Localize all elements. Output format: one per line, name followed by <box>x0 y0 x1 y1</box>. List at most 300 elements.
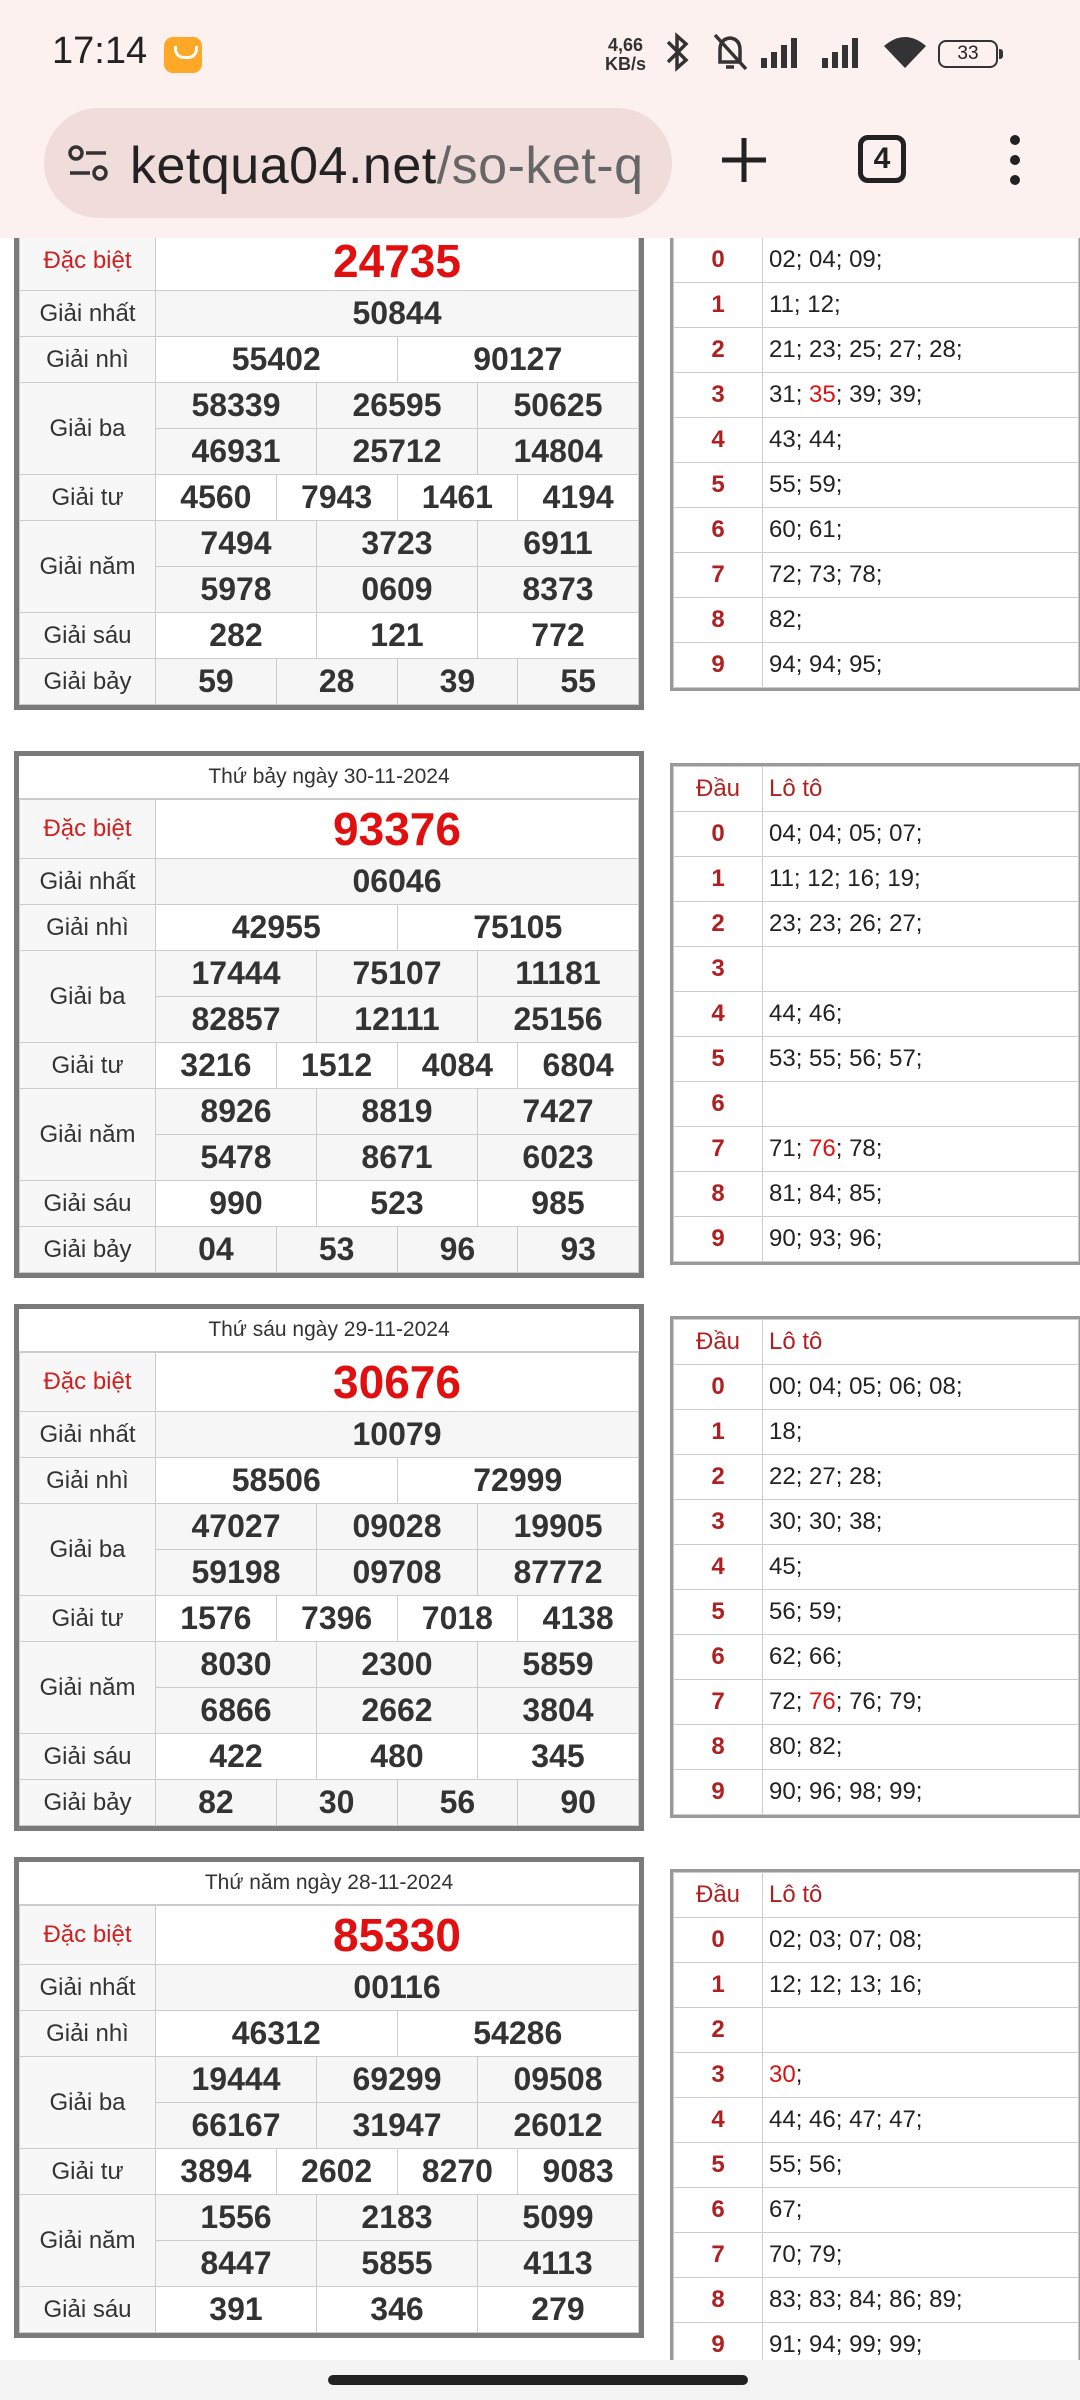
loto-head-digit: 8 <box>674 2278 763 2323</box>
prize-number: 985 <box>478 1181 639 1227</box>
prize-number: 5478 <box>156 1135 317 1181</box>
prize-label: Giải nhì <box>20 905 156 951</box>
result-table <box>14 751 644 1278</box>
prize-number: 46312 <box>156 2011 398 2057</box>
loto-row <box>674 1918 1079 1963</box>
loto-head-digit: 5 <box>674 2143 763 2188</box>
date-header: Thứ sáu ngày 29-11-2024 <box>19 1309 639 1352</box>
prize-number: 3804 <box>478 1688 639 1734</box>
more-menu-icon[interactable] <box>1000 130 1030 190</box>
prize-number: 69299 <box>317 2057 478 2103</box>
loto-text: 82; <box>769 606 803 633</box>
prize-row <box>20 859 639 905</box>
prize-number: 2183 <box>317 2195 478 2241</box>
loto-row <box>674 283 1079 328</box>
loto-row <box>674 812 1079 857</box>
battery-icon: 33 <box>938 40 998 68</box>
loto-row <box>674 238 1079 283</box>
loto-row <box>674 1037 1079 1082</box>
prize-number: 4084 <box>397 1043 518 1089</box>
prize-row <box>20 905 639 951</box>
prize-number: 1512 <box>276 1043 397 1089</box>
dau-header: Đầu <box>674 767 763 812</box>
loto-numbers <box>763 328 1079 373</box>
prize-table <box>19 238 639 705</box>
prize-number: 09028 <box>317 1504 478 1550</box>
prize-number: 28 <box>276 659 397 705</box>
loto-row <box>674 2188 1079 2233</box>
loto-text: 18; <box>769 1418 803 1445</box>
loto-text: 23; 23; 26; 27; <box>769 910 923 937</box>
prize-label: Giải nhì <box>20 2011 156 2057</box>
prize-label: Giải sáu <box>20 2287 156 2333</box>
prize-label: Giải nhất <box>20 1412 156 1458</box>
url-path: /so-ket-q <box>436 137 644 195</box>
prize-label: Giải nhất <box>20 291 156 337</box>
prize-number: 82 <box>156 1780 277 1826</box>
loto-row <box>674 947 1079 992</box>
prize-label: Giải sáu <box>20 613 156 659</box>
loto-text: 30; 30; 38; <box>769 1508 883 1535</box>
loto-numbers <box>763 1590 1079 1635</box>
loto-head-digit: 5 <box>674 463 763 508</box>
loto-numbers <box>763 2008 1079 2053</box>
loto-numbers <box>763 598 1079 643</box>
loto-numbers <box>763 463 1079 508</box>
prize-number: 58339 <box>156 383 317 429</box>
loto-head-digit: 7 <box>674 1680 763 1725</box>
loto-row <box>674 992 1079 1037</box>
prize-row <box>20 2287 639 2333</box>
loto-row <box>674 1127 1079 1172</box>
prize-row <box>20 1642 639 1688</box>
prize-number: 17444 <box>156 951 317 997</box>
prize-number: 53 <box>276 1227 397 1273</box>
prize-number: 72999 <box>397 1458 639 1504</box>
prize-label: Giải năm <box>20 2195 156 2287</box>
prize-label: Giải năm <box>20 1642 156 1734</box>
loto-text: ; 78; <box>835 1135 883 1162</box>
page-content[interactable] <box>0 238 1080 2360</box>
result-table <box>14 1304 644 1831</box>
prize-row <box>20 1353 639 1412</box>
loto-head-digit: 1 <box>674 1410 763 1455</box>
prize-number: 06046 <box>156 859 639 905</box>
loto-row <box>674 418 1079 463</box>
prize-row <box>20 2057 639 2103</box>
loto-text: 94; 94; 95; <box>769 651 883 678</box>
prize-number: 3216 <box>156 1043 277 1089</box>
loto-text: 67; <box>769 2196 803 2223</box>
loto-head-digit: 3 <box>674 373 763 418</box>
special-prize-number: 85330 <box>156 1906 639 1965</box>
loto-header: Lô tô <box>763 767 1079 812</box>
prize-number: 523 <box>317 1181 478 1227</box>
mute-icon <box>710 30 750 74</box>
prize-row <box>20 2195 639 2241</box>
prize-number: 6804 <box>518 1043 639 1089</box>
prize-number: 11181 <box>478 951 639 997</box>
prize-number: 25712 <box>317 429 478 475</box>
loto-header-row <box>674 1873 1079 1918</box>
loto-text: 56; 59; <box>769 1598 843 1625</box>
prize-number: 8030 <box>156 1642 317 1688</box>
navigation-bar <box>0 2360 1080 2400</box>
prize-number: 5855 <box>317 2241 478 2287</box>
loto-numbers <box>763 1365 1079 1410</box>
loto-row <box>674 1590 1079 1635</box>
prize-row <box>20 2149 639 2195</box>
signal-icon <box>757 30 809 74</box>
prize-number: 93 <box>518 1227 639 1273</box>
loto-head-digit: 8 <box>674 598 763 643</box>
loto-numbers <box>763 418 1079 463</box>
loto-text: 90; 96; 98; 99; <box>769 1778 923 1805</box>
loto-head-digit: 0 <box>674 1365 763 1410</box>
loto-numbers <box>763 1770 1079 1815</box>
result-table <box>14 238 644 710</box>
prize-number: 7396 <box>276 1596 397 1642</box>
loto-numbers <box>763 283 1079 328</box>
loto-text: 04; 04; 05; 07; <box>769 820 923 847</box>
loto-row <box>674 2053 1079 2098</box>
prize-number: 54286 <box>397 2011 639 2057</box>
prize-number: 47027 <box>156 1504 317 1550</box>
prize-number: 4560 <box>156 475 277 521</box>
loto-row <box>674 2278 1079 2323</box>
loto-row <box>674 902 1079 947</box>
loto-numbers <box>763 1217 1079 1262</box>
loto-numbers <box>763 1500 1079 1545</box>
prize-number: 391 <box>156 2287 317 2333</box>
prize-label: Giải nhất <box>20 1965 156 2011</box>
prize-row <box>20 475 639 521</box>
loto-head-digit: 1 <box>674 283 763 328</box>
prize-row <box>20 1227 639 1273</box>
loto-row <box>674 1635 1079 1680</box>
prize-number: 10079 <box>156 1412 639 1458</box>
bluetooth-icon <box>660 30 694 74</box>
prize-row <box>20 1043 639 1089</box>
prize-number: 4113 <box>478 2241 639 2287</box>
prize-number: 09708 <box>317 1550 478 1596</box>
prize-number: 14804 <box>478 429 639 475</box>
prize-row <box>20 1906 639 1965</box>
prize-number: 8447 <box>156 2241 317 2287</box>
prize-row <box>20 613 639 659</box>
prize-number: 09508 <box>478 2057 639 2103</box>
loto-numbers <box>763 238 1079 283</box>
loto-row <box>674 1725 1079 1770</box>
loto-numbers <box>763 1680 1079 1725</box>
prize-label: Giải tư <box>20 475 156 521</box>
home-indicator[interactable] <box>328 2375 748 2385</box>
loto-text: 83; 83; 84; 86; 89; <box>769 2286 963 2313</box>
loto-row <box>674 857 1079 902</box>
prize-number: 58506 <box>156 1458 398 1504</box>
prize-row <box>20 238 639 291</box>
prize-row <box>20 1412 639 1458</box>
loto-numbers <box>763 373 1079 418</box>
prize-number: 7494 <box>156 521 317 567</box>
signal-icon <box>818 30 870 74</box>
loto-text: 53; 55; 56; 57; <box>769 1045 923 1072</box>
loto-text: ; 76; 79; <box>835 1688 923 1715</box>
prize-number: 1576 <box>156 1596 277 1642</box>
prize-number: 26012 <box>478 2103 639 2149</box>
loto-text: 12; 12; 13; 16; <box>769 1971 923 1998</box>
browser-toolbar <box>0 100 1080 238</box>
prize-number: 3894 <box>156 2149 277 2195</box>
prize-number: 42955 <box>156 905 398 951</box>
prize-row <box>20 951 639 997</box>
prize-number: 7018 <box>397 1596 518 1642</box>
prize-number: 990 <box>156 1181 317 1227</box>
loto-header-row <box>674 1320 1079 1365</box>
prize-number: 4138 <box>518 1596 639 1642</box>
prize-number: 04 <box>156 1227 277 1273</box>
loto-text: 22; 27; 28; <box>769 1463 883 1490</box>
loto-numbers <box>763 902 1079 947</box>
prize-row <box>20 291 639 337</box>
prize-number: 7943 <box>276 475 397 521</box>
loto-head-digit: 6 <box>674 1082 763 1127</box>
prize-label: Giải ba <box>20 2057 156 2149</box>
loto-text: 72; 73; 78; <box>769 561 883 588</box>
loto-head-digit: 9 <box>674 1770 763 1815</box>
prize-label: Giải tư <box>20 1043 156 1089</box>
network-speed-value: 4,66 <box>607 35 644 55</box>
loto-numbers <box>763 1410 1079 1455</box>
prize-number: 346 <box>317 2287 478 2333</box>
loto-head-digit: 3 <box>674 947 763 992</box>
network-speed-unit: KB/s <box>605 54 647 74</box>
prize-number: 19905 <box>478 1504 639 1550</box>
prize-number: 282 <box>156 613 317 659</box>
tab-switcher-button[interactable]: 4 <box>858 135 906 183</box>
prize-number: 2602 <box>276 2149 397 2195</box>
prize-number: 30 <box>276 1780 397 1826</box>
prize-row <box>20 1965 639 2011</box>
url-host: ketqua04.net <box>130 137 437 195</box>
loto-head-digit: 9 <box>674 2323 763 2361</box>
wifi-icon <box>880 30 930 74</box>
loto-text: 55; 56; <box>769 2151 843 2178</box>
loto-row <box>674 1410 1079 1455</box>
prize-number: 6911 <box>478 521 639 567</box>
prize-number: 19444 <box>156 2057 317 2103</box>
network-speed <box>605 36 646 74</box>
highlighted-loto-number: 30 <box>769 2061 796 2088</box>
loto-head-digit: 5 <box>674 1590 763 1635</box>
loto-numbers <box>763 947 1079 992</box>
prize-number: 121 <box>317 613 478 659</box>
prize-label: Đặc biệt <box>20 1906 156 1965</box>
prize-number: 8270 <box>397 2149 518 2195</box>
prize-number: 3723 <box>317 521 478 567</box>
loto-numbers <box>763 1455 1079 1500</box>
prize-number: 55 <box>518 659 639 705</box>
loto-head-digit: 1 <box>674 857 763 902</box>
highlighted-loto-number: 76 <box>809 1135 836 1162</box>
prize-number: 9083 <box>518 2149 639 2195</box>
loto-head-digit: 6 <box>674 508 763 553</box>
prize-number: 90 <box>518 1780 639 1826</box>
loto-numbers <box>763 643 1079 688</box>
loto-head-digit: 9 <box>674 643 763 688</box>
loto-numbers <box>763 1725 1079 1770</box>
loto-head-digit: 9 <box>674 1217 763 1262</box>
loto-row <box>674 2233 1079 2278</box>
prize-label: Đặc biệt <box>20 1353 156 1412</box>
loto-head-digit: 3 <box>674 1500 763 1545</box>
loto-text: 00; 04; 05; 06; 08; <box>769 1373 963 1400</box>
loto-head-digit: 4 <box>674 1545 763 1590</box>
loto-text: 11; 12; 16; 19; <box>769 865 921 892</box>
highlighted-loto-number: 35 <box>809 381 836 408</box>
prize-number: 12111 <box>317 997 478 1043</box>
prize-label: Giải bảy <box>20 659 156 705</box>
loto-numbers <box>763 2233 1079 2278</box>
prize-table <box>19 1352 639 1826</box>
loto-header-row <box>674 767 1079 812</box>
prize-number: 1461 <box>397 475 518 521</box>
loto-row <box>674 1963 1079 2008</box>
prize-number: 6023 <box>478 1135 639 1181</box>
dau-header: Đầu <box>674 1320 763 1365</box>
prize-label: Đặc biệt <box>20 800 156 859</box>
loto-numbers <box>763 992 1079 1037</box>
loto-head-digit: 1 <box>674 1963 763 2008</box>
prize-table <box>19 799 639 1273</box>
loto-text: 80; 82; <box>769 1733 843 1760</box>
loto-row <box>674 1082 1079 1127</box>
loto-row <box>674 1545 1079 1590</box>
loto-text: ; <box>795 2061 803 2088</box>
loto-text: ; 39; 39; <box>835 381 923 408</box>
prize-number: 96 <box>397 1227 518 1273</box>
loto-table <box>670 763 1080 1265</box>
loto-head-digit: 3 <box>674 2053 763 2098</box>
loto-row <box>674 328 1079 373</box>
prize-row <box>20 800 639 859</box>
special-prize-number: 30676 <box>156 1353 639 1412</box>
loto-row <box>674 1172 1079 1217</box>
address-bar[interactable] <box>44 108 672 218</box>
prize-row <box>20 1458 639 1504</box>
prize-number: 8373 <box>478 567 639 613</box>
loto-row <box>674 373 1079 418</box>
loto-numbers <box>763 1172 1079 1217</box>
loto-row <box>674 1680 1079 1725</box>
loto-numbers <box>763 2188 1079 2233</box>
prize-row <box>20 1596 639 1642</box>
prize-number: 6866 <box>156 1688 317 1734</box>
loto-head-digit: 7 <box>674 1127 763 1172</box>
prize-number: 75105 <box>397 905 639 951</box>
loto-head-digit: 4 <box>674 418 763 463</box>
loto-numbers <box>763 508 1079 553</box>
prize-row <box>20 1089 639 1135</box>
loto-text: 02; 04; 09; <box>769 246 883 273</box>
loto-numbers <box>763 2143 1079 2188</box>
prize-number: 25156 <box>478 997 639 1043</box>
prize-number: 46931 <box>156 429 317 475</box>
prize-number: 5099 <box>478 2195 639 2241</box>
loto-head-digit: 0 <box>674 812 763 857</box>
loto-header: Lô tô <box>763 1873 1079 1918</box>
loto-text: 43; 44; <box>769 426 843 453</box>
prize-row <box>20 337 639 383</box>
prize-number: 7427 <box>478 1089 639 1135</box>
prize-row <box>20 521 639 567</box>
loto-text: 44; 46; 47; 47; <box>769 2106 923 2133</box>
loto-head-digit: 8 <box>674 1172 763 1217</box>
prize-number: 59198 <box>156 1550 317 1596</box>
loto-numbers <box>763 2278 1079 2323</box>
loto-row <box>674 643 1079 688</box>
loto-row <box>674 2008 1079 2053</box>
loto-table <box>670 1869 1080 2360</box>
loto-row <box>674 508 1079 553</box>
prize-number: 55402 <box>156 337 398 383</box>
loto-text: 81; 84; 85; <box>769 1180 883 1207</box>
prize-label: Giải nhì <box>20 1458 156 1504</box>
loto-numbers <box>763 2323 1079 2361</box>
prize-number: 26595 <box>317 383 478 429</box>
prize-number: 480 <box>317 1734 478 1780</box>
loto-text: 45; <box>769 1553 803 1580</box>
prize-number: 1556 <box>156 2195 317 2241</box>
prize-number: 50844 <box>156 291 639 337</box>
loto-row <box>674 2323 1079 2361</box>
prize-number: 39 <box>397 659 518 705</box>
prize-row <box>20 1504 639 1550</box>
prize-row <box>20 1734 639 1780</box>
prize-number: 2300 <box>317 1642 478 1688</box>
loto-text: 70; 79; <box>769 2241 843 2268</box>
result-table <box>14 1857 644 2338</box>
new-tab-button[interactable] <box>714 130 774 190</box>
loto-table <box>670 238 1080 691</box>
prize-number: 82857 <box>156 997 317 1043</box>
loto-text: 71; <box>769 1135 810 1162</box>
loto-row <box>674 2098 1079 2143</box>
prize-table <box>19 1905 639 2333</box>
loto-text: 02; 03; 07; 08; <box>769 1926 923 1953</box>
prize-number: 75107 <box>317 951 478 997</box>
prize-number: 90127 <box>397 337 639 383</box>
prize-number: 2662 <box>317 1688 478 1734</box>
loto-text: 62; 66; <box>769 1643 843 1670</box>
site-settings-icon[interactable] <box>66 141 110 185</box>
loto-numbers <box>763 1127 1079 1172</box>
prize-label: Giải năm <box>20 1089 156 1181</box>
loto-head-digit: 4 <box>674 992 763 1037</box>
status-bar <box>0 0 1080 100</box>
prize-row <box>20 659 639 705</box>
url-text[interactable] <box>130 136 644 196</box>
loto-text: 31; <box>769 381 810 408</box>
loto-numbers <box>763 812 1079 857</box>
prize-number: 422 <box>156 1734 317 1780</box>
loto-numbers <box>763 1545 1079 1590</box>
prize-number: 4194 <box>518 475 639 521</box>
highlighted-loto-number: 76 <box>809 1688 836 1715</box>
loto-row <box>674 1455 1079 1500</box>
prize-label: Giải bảy <box>20 1780 156 1826</box>
prize-number: 0609 <box>317 567 478 613</box>
